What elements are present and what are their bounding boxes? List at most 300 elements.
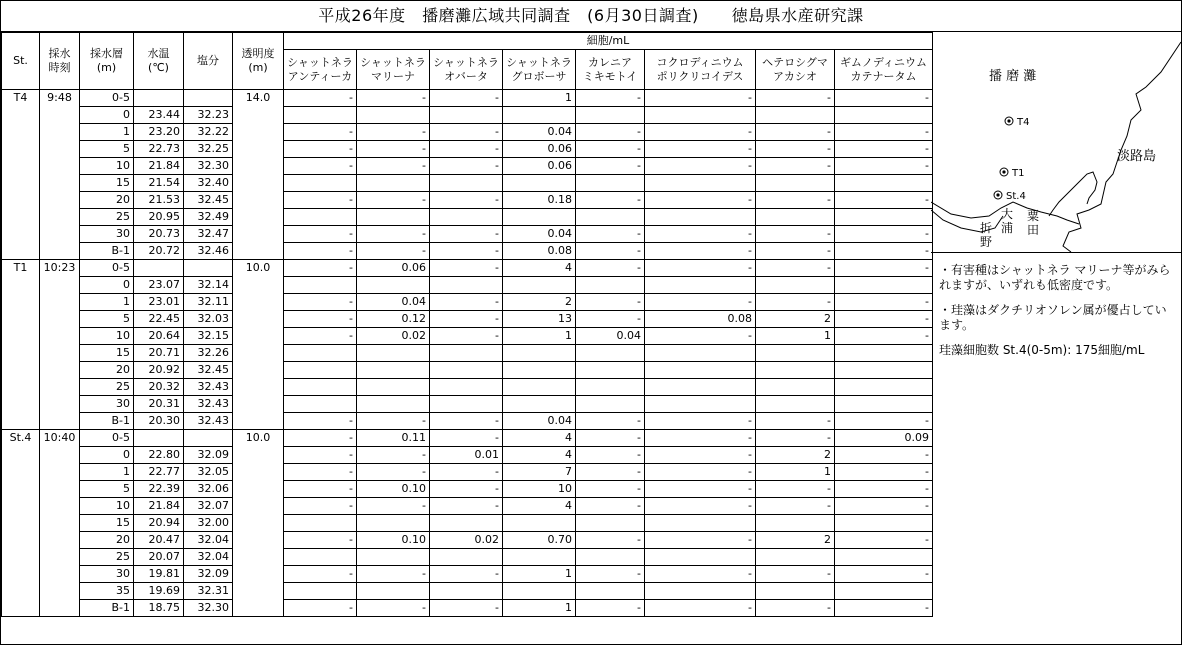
table-row xyxy=(2,226,933,243)
header-species: シャットネラ アンティーカ xyxy=(284,50,357,90)
cell-count xyxy=(284,209,357,226)
cell-count xyxy=(357,379,430,396)
cell-count: - xyxy=(430,124,503,141)
cell-count xyxy=(284,379,357,396)
transparency-cell: 10.0 xyxy=(233,260,284,430)
cell-count xyxy=(835,345,933,362)
cell-count xyxy=(576,396,645,413)
cell-count: - xyxy=(430,141,503,158)
salinity-cell: 32.43 xyxy=(184,396,233,413)
cell-count xyxy=(645,583,756,600)
cell-count: - xyxy=(645,158,756,175)
cell-count: - xyxy=(284,498,357,515)
place-label: 田 xyxy=(1027,223,1040,237)
svg-text:St.4: St.4 xyxy=(1006,191,1026,202)
depth-cell: 15 xyxy=(80,345,134,362)
cell-count: - xyxy=(284,328,357,345)
cell-count xyxy=(756,583,835,600)
cell-count xyxy=(645,549,756,566)
cell-count xyxy=(645,209,756,226)
cell-count: - xyxy=(835,124,933,141)
temp-cell: 22.45 xyxy=(134,311,184,328)
salinity-cell: 32.09 xyxy=(184,566,233,583)
depth-cell: 1 xyxy=(80,464,134,481)
cell-count: 2 xyxy=(503,294,576,311)
temp-cell: 22.73 xyxy=(134,141,184,158)
temp-cell: 20.72 xyxy=(134,243,184,260)
temp-cell: 23.01 xyxy=(134,294,184,311)
salinity-cell: 32.11 xyxy=(184,294,233,311)
cell-count: - xyxy=(835,498,933,515)
cell-count: 1 xyxy=(503,600,576,617)
cell-count xyxy=(756,345,835,362)
cell-count xyxy=(835,209,933,226)
temp-cell xyxy=(134,260,184,277)
cell-count: - xyxy=(756,243,835,260)
cell-count: 1 xyxy=(503,566,576,583)
cell-count: - xyxy=(284,481,357,498)
cell-count xyxy=(357,583,430,600)
header-temp: 水温 (℃) xyxy=(134,33,184,90)
table-row xyxy=(2,345,933,362)
cell-count xyxy=(576,277,645,294)
cell-count: - xyxy=(756,226,835,243)
cell-count: - xyxy=(430,498,503,515)
place-label: 大 xyxy=(1001,207,1014,221)
depth-cell: 30 xyxy=(80,226,134,243)
salinity-cell: 32.31 xyxy=(184,583,233,600)
cell-count xyxy=(576,175,645,192)
cell-count xyxy=(430,175,503,192)
cell-count xyxy=(645,277,756,294)
cell-count: - xyxy=(576,243,645,260)
cell-count: - xyxy=(576,498,645,515)
temp-cell: 22.80 xyxy=(134,447,184,464)
cell-count xyxy=(835,362,933,379)
cell-count: - xyxy=(576,260,645,277)
cell-count xyxy=(503,277,576,294)
cell-count: - xyxy=(576,413,645,430)
cell-count: 0.06 xyxy=(503,141,576,158)
cell-count: - xyxy=(430,226,503,243)
cell-count: 4 xyxy=(503,498,576,515)
cell-count: - xyxy=(284,447,357,464)
cell-count xyxy=(576,379,645,396)
temp-cell: 21.84 xyxy=(134,158,184,175)
depth-cell: 1 xyxy=(80,124,134,141)
depth-cell: 10 xyxy=(80,498,134,515)
cell-count xyxy=(430,362,503,379)
cell-count xyxy=(645,107,756,124)
depth-cell: B-1 xyxy=(80,243,134,260)
depth-cell: 5 xyxy=(80,141,134,158)
cell-count: - xyxy=(576,226,645,243)
salinity-cell: 32.07 xyxy=(184,498,233,515)
cell-count: - xyxy=(430,566,503,583)
cell-count xyxy=(284,107,357,124)
cell-count: 1 xyxy=(756,464,835,481)
cell-count: 0.06 xyxy=(357,260,430,277)
cell-count: - xyxy=(357,600,430,617)
cell-count: - xyxy=(645,464,756,481)
cell-count xyxy=(835,277,933,294)
table-row xyxy=(2,600,933,617)
cell-count: - xyxy=(576,464,645,481)
cell-count: - xyxy=(645,243,756,260)
cell-count xyxy=(645,362,756,379)
cell-count: - xyxy=(284,141,357,158)
header-species: シャットネラ マリーナ xyxy=(357,50,430,90)
table-row xyxy=(2,107,933,124)
cell-count: - xyxy=(284,158,357,175)
coastline xyxy=(1063,42,1181,252)
cell-count xyxy=(503,583,576,600)
header-salinity: 塩分 xyxy=(184,33,233,90)
cell-count: - xyxy=(430,481,503,498)
cell-count: - xyxy=(576,481,645,498)
table-row xyxy=(2,192,933,209)
cell-count: 0.04 xyxy=(503,226,576,243)
table-row xyxy=(2,413,933,430)
cell-count: - xyxy=(756,566,835,583)
cell-count: 0.08 xyxy=(645,311,756,328)
cell-count: 0.08 xyxy=(503,243,576,260)
cell-count xyxy=(284,175,357,192)
table-row xyxy=(2,481,933,498)
depth-cell: 30 xyxy=(80,396,134,413)
depth-cell: 0-5 xyxy=(80,430,134,447)
cell-count xyxy=(284,362,357,379)
cell-count xyxy=(645,515,756,532)
cell-count xyxy=(645,379,756,396)
cell-count: 4 xyxy=(503,260,576,277)
table-row xyxy=(2,294,933,311)
cell-count xyxy=(357,175,430,192)
depth-cell: 15 xyxy=(80,175,134,192)
cell-count: - xyxy=(576,124,645,141)
cell-count: - xyxy=(756,294,835,311)
cell-count xyxy=(503,396,576,413)
table-row xyxy=(2,396,933,413)
cell-count: - xyxy=(576,311,645,328)
depth-cell: 25 xyxy=(80,209,134,226)
cell-count: - xyxy=(756,600,835,617)
salinity-cell: 32.30 xyxy=(184,600,233,617)
table-row xyxy=(2,124,933,141)
header-cells-group: 細胞/mL xyxy=(284,33,933,50)
cell-count: 1 xyxy=(503,328,576,345)
cell-count: - xyxy=(430,311,503,328)
svg-text:T4: T4 xyxy=(1017,117,1030,128)
cell-count: - xyxy=(357,90,430,107)
place-label: 折 xyxy=(980,221,993,235)
cell-count xyxy=(357,107,430,124)
depth-cell: B-1 xyxy=(80,600,134,617)
salinity-cell: 32.09 xyxy=(184,447,233,464)
depth-cell: 35 xyxy=(80,583,134,600)
cell-count: - xyxy=(835,192,933,209)
cell-count xyxy=(430,345,503,362)
header-species: ヘテロシグマ アカシオ xyxy=(756,50,835,90)
cell-count: - xyxy=(835,141,933,158)
temp-cell: 20.64 xyxy=(134,328,184,345)
cell-count: - xyxy=(284,192,357,209)
header-species: シャットネラ オバータ xyxy=(430,50,503,90)
depth-cell: 20 xyxy=(80,362,134,379)
header-species: コクロディニウム ポリクリコイデス xyxy=(645,50,756,90)
cell-count: - xyxy=(576,447,645,464)
table-row xyxy=(2,498,933,515)
cell-count: - xyxy=(430,464,503,481)
header-species: ギムノディニウム カテナータム xyxy=(835,50,933,90)
cell-count: - xyxy=(756,498,835,515)
cell-count: - xyxy=(645,600,756,617)
cell-count: 1 xyxy=(503,90,576,107)
temp-cell: 21.84 xyxy=(134,498,184,515)
cell-count: - xyxy=(576,430,645,447)
cell-count: - xyxy=(284,566,357,583)
temp-cell: 22.39 xyxy=(134,481,184,498)
cell-count: - xyxy=(357,192,430,209)
cell-count: - xyxy=(576,158,645,175)
cell-count: - xyxy=(645,124,756,141)
salinity-cell: 32.47 xyxy=(184,226,233,243)
cell-count: - xyxy=(756,141,835,158)
salinity-cell: 32.46 xyxy=(184,243,233,260)
cell-count xyxy=(756,379,835,396)
cell-count: 2 xyxy=(756,532,835,549)
salinity-cell: 32.43 xyxy=(184,413,233,430)
station-st4-marker xyxy=(994,191,1026,202)
cell-count: - xyxy=(284,260,357,277)
cell-count: - xyxy=(284,600,357,617)
salinity-cell: 32.40 xyxy=(184,175,233,192)
cell-count xyxy=(284,396,357,413)
depth-cell: 0 xyxy=(80,447,134,464)
cell-count: 0.70 xyxy=(503,532,576,549)
cell-count: - xyxy=(835,226,933,243)
cell-count xyxy=(430,396,503,413)
cell-count xyxy=(756,396,835,413)
salinity-cell: 32.30 xyxy=(184,158,233,175)
cell-count xyxy=(357,549,430,566)
table-row xyxy=(2,464,933,481)
cell-count xyxy=(576,209,645,226)
salinity-cell xyxy=(184,430,233,447)
sea-label: 播 磨 灘 xyxy=(989,69,1037,84)
cell-count: - xyxy=(576,141,645,158)
temp-cell: 20.92 xyxy=(134,362,184,379)
salinity-cell: 32.23 xyxy=(184,107,233,124)
salinity-cell xyxy=(184,90,233,107)
cell-count: - xyxy=(357,243,430,260)
cell-count xyxy=(430,583,503,600)
salinity-cell: 32.22 xyxy=(184,124,233,141)
table-row xyxy=(2,141,933,158)
cell-count: - xyxy=(835,158,933,175)
header-species: カレニア ミキモトイ xyxy=(576,50,645,90)
station-name: St.4 xyxy=(2,430,40,617)
cell-count: 0.10 xyxy=(357,481,430,498)
cell-count: - xyxy=(284,532,357,549)
salinity-cell: 32.45 xyxy=(184,192,233,209)
salinity-cell: 32.43 xyxy=(184,379,233,396)
table-row xyxy=(2,430,933,447)
cell-count xyxy=(284,515,357,532)
cell-count xyxy=(756,175,835,192)
temp-cell: 21.53 xyxy=(134,192,184,209)
cell-count: - xyxy=(756,430,835,447)
cell-count: - xyxy=(645,498,756,515)
cell-count xyxy=(284,345,357,362)
temp-cell: 20.71 xyxy=(134,345,184,362)
header-transparency: 透明度 (m) xyxy=(233,33,284,90)
cell-count: - xyxy=(430,600,503,617)
cell-count: - xyxy=(357,447,430,464)
salinity-cell: 32.14 xyxy=(184,277,233,294)
cell-count xyxy=(756,362,835,379)
header-species: シャットネラ グロボーサ xyxy=(503,50,576,90)
cell-count: - xyxy=(357,566,430,583)
note-harmful: ・有害種はシャットネラ マリーナ等がみられますが、いずれも低密度です。 xyxy=(939,263,1171,292)
cell-count: - xyxy=(430,413,503,430)
cell-count: - xyxy=(357,498,430,515)
table-row xyxy=(2,532,933,549)
cell-count xyxy=(284,549,357,566)
cell-count: - xyxy=(835,311,933,328)
table-row xyxy=(2,583,933,600)
cell-count xyxy=(835,583,933,600)
cell-count xyxy=(576,107,645,124)
temp-cell: 19.81 xyxy=(134,566,184,583)
cell-count: - xyxy=(576,532,645,549)
cell-count: - xyxy=(835,566,933,583)
salinity-cell: 32.03 xyxy=(184,311,233,328)
temp-cell: 20.31 xyxy=(134,396,184,413)
salinity-cell: 32.04 xyxy=(184,549,233,566)
cell-count: 0.18 xyxy=(503,192,576,209)
temp-cell: 20.47 xyxy=(134,532,184,549)
cell-count: - xyxy=(756,192,835,209)
cell-count: - xyxy=(576,294,645,311)
table-row xyxy=(2,175,933,192)
depth-cell: 10 xyxy=(80,328,134,345)
transparency-cell: 10.0 xyxy=(233,430,284,617)
cell-count xyxy=(835,175,933,192)
cell-count: - xyxy=(284,243,357,260)
cell-count: - xyxy=(645,413,756,430)
cell-count: 2 xyxy=(756,447,835,464)
cell-count: - xyxy=(645,447,756,464)
depth-cell: 0-5 xyxy=(80,90,134,107)
cell-count xyxy=(835,396,933,413)
table-row xyxy=(2,158,933,175)
cell-count: - xyxy=(756,260,835,277)
station-name: T4 xyxy=(2,90,40,260)
cell-count: 0.04 xyxy=(576,328,645,345)
cell-count: - xyxy=(357,464,430,481)
depth-cell: 0 xyxy=(80,107,134,124)
cell-count: - xyxy=(430,430,503,447)
header-depth: 採水層 (m) xyxy=(80,33,134,90)
station-name: T1 xyxy=(2,260,40,430)
cell-count: - xyxy=(357,413,430,430)
temp-cell: 21.54 xyxy=(134,175,184,192)
temp-cell xyxy=(134,90,184,107)
cell-count xyxy=(284,277,357,294)
cell-count xyxy=(430,515,503,532)
cell-count xyxy=(503,209,576,226)
cell-count xyxy=(645,175,756,192)
cell-count xyxy=(357,396,430,413)
table-row xyxy=(2,90,933,107)
salinity-cell: 32.26 xyxy=(184,345,233,362)
place-label: 粟 xyxy=(1027,209,1040,223)
cell-count: 4 xyxy=(503,430,576,447)
coast-map-svg xyxy=(931,32,1181,252)
cell-count: - xyxy=(835,328,933,345)
cell-count xyxy=(645,345,756,362)
cell-count xyxy=(430,379,503,396)
table-row xyxy=(2,515,933,532)
cell-count xyxy=(756,515,835,532)
cell-count: 0.12 xyxy=(357,311,430,328)
salinity-cell: 32.15 xyxy=(184,328,233,345)
temp-cell: 23.20 xyxy=(134,124,184,141)
cell-count xyxy=(357,345,430,362)
cell-count: 0.04 xyxy=(503,413,576,430)
page-title: 平成26年度 播磨灘広域共同調査 (6月30日調査) 徳島県水産研究課 xyxy=(1,1,1181,32)
cell-count: - xyxy=(835,260,933,277)
cell-count: - xyxy=(756,124,835,141)
cell-count: 0.06 xyxy=(503,158,576,175)
cell-count: - xyxy=(645,566,756,583)
cell-count xyxy=(576,362,645,379)
cell-count: - xyxy=(284,90,357,107)
cell-count xyxy=(357,277,430,294)
cell-count xyxy=(357,515,430,532)
table-row xyxy=(2,379,933,396)
cell-count: - xyxy=(835,464,933,481)
cell-count: - xyxy=(576,600,645,617)
depth-cell: 10 xyxy=(80,158,134,175)
temp-cell: 23.07 xyxy=(134,277,184,294)
sampling-time: 10:23 xyxy=(40,260,80,430)
table-row xyxy=(2,277,933,294)
cell-count xyxy=(284,583,357,600)
cell-count xyxy=(503,345,576,362)
cell-count: - xyxy=(430,158,503,175)
temp-cell: 20.73 xyxy=(134,226,184,243)
cell-count: 0.02 xyxy=(430,532,503,549)
sampling-time: 9:48 xyxy=(40,90,80,260)
cell-count: - xyxy=(835,481,933,498)
salinity-cell: 32.25 xyxy=(184,141,233,158)
table-row xyxy=(2,311,933,328)
cell-count: - xyxy=(756,158,835,175)
cell-count: - xyxy=(357,141,430,158)
cell-count: - xyxy=(835,447,933,464)
temp-cell: 20.32 xyxy=(134,379,184,396)
cell-count xyxy=(835,379,933,396)
cell-count: - xyxy=(645,481,756,498)
station-t1-marker xyxy=(1000,168,1024,179)
cell-count xyxy=(835,107,933,124)
cell-count: - xyxy=(576,566,645,583)
cell-count: 2 xyxy=(756,311,835,328)
cell-count: - xyxy=(756,481,835,498)
notes-panel xyxy=(939,263,1175,368)
